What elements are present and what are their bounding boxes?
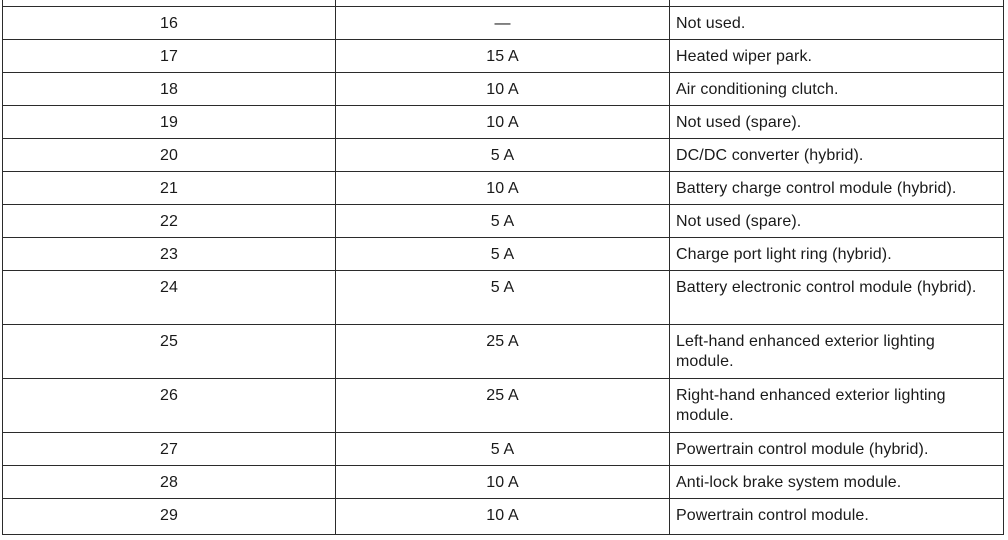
- table-row: [3, 205, 1004, 238]
- fuse-rating: 5 A: [336, 139, 670, 172]
- fuse-number: 27: [3, 433, 336, 466]
- fuse-rating: 10 A: [336, 466, 670, 499]
- table-row: [3, 271, 1004, 325]
- fuse-description: Anti-lock brake system module.: [670, 466, 1004, 499]
- fuse-table: [2, 0, 1004, 535]
- fuse-number: 28: [3, 466, 336, 499]
- fuse-description: Left-hand enhanced exterior lighting module.: [670, 325, 1004, 379]
- fuse-number: 23: [3, 238, 336, 271]
- fuse-number: 19: [3, 106, 336, 139]
- fuse-rating: 25 A: [336, 379, 670, 433]
- fuse-description: Not used (spare).: [670, 106, 1004, 139]
- fuse-number: 22: [3, 205, 336, 238]
- fuse-description: Not used (spare).: [670, 205, 1004, 238]
- fuse-rating: —: [336, 7, 670, 40]
- fuse-rating: 10 A: [336, 73, 670, 106]
- table-row: [3, 106, 1004, 139]
- table-row: [3, 433, 1004, 466]
- fuse-number: 16: [3, 7, 336, 40]
- fuse-number: 24: [3, 271, 336, 325]
- fuse-number: 18: [3, 73, 336, 106]
- fuse-rating: 15 A: [336, 40, 670, 73]
- fuse-description: Battery charge control module (hybrid).: [670, 172, 1004, 205]
- fuse-rating: 10 A: [336, 499, 670, 535]
- table-row: [3, 238, 1004, 271]
- fuse-rating: 10 A: [336, 172, 670, 205]
- fuse-description: Air conditioning clutch.: [670, 73, 1004, 106]
- fuse-number: 25: [3, 325, 336, 379]
- fuse-description: Battery electronic control module (hybrid).: [670, 271, 1004, 325]
- fuse-number: 29: [3, 499, 336, 535]
- table-row: [3, 499, 1004, 535]
- fuse-rating: 5 A: [336, 433, 670, 466]
- fuse-description: Not used.: [670, 7, 1004, 40]
- fuse-description: Heated wiper park.: [670, 40, 1004, 73]
- fuse-number: 20: [3, 139, 336, 172]
- table-row: [3, 7, 1004, 40]
- fuse-description: Charge port light ring (hybrid).: [670, 238, 1004, 271]
- fuse-rating: 5 A: [336, 205, 670, 238]
- table-row: [3, 40, 1004, 73]
- fuse-description: DC/DC converter (hybrid).: [670, 139, 1004, 172]
- fuse-rating: 10 A: [336, 106, 670, 139]
- fuse-number: 26: [3, 379, 336, 433]
- table-row: [3, 139, 1004, 172]
- table-row: [3, 379, 1004, 433]
- fuse-description: Powertrain control module (hybrid).: [670, 433, 1004, 466]
- table-row: [3, 325, 1004, 379]
- table-row: [3, 466, 1004, 499]
- fuse-rating: 5 A: [336, 238, 670, 271]
- fuse-rating: 25 A: [336, 325, 670, 379]
- table-row: [3, 73, 1004, 106]
- fuse-number: 21: [3, 172, 336, 205]
- fuse-rating: 5 A: [336, 271, 670, 325]
- fuse-number: 17: [3, 40, 336, 73]
- table-row: [3, 172, 1004, 205]
- fuse-description: Powertrain control module.: [670, 499, 1004, 535]
- fuse-description: Right-hand enhanced exterior lighting module.: [670, 379, 1004, 433]
